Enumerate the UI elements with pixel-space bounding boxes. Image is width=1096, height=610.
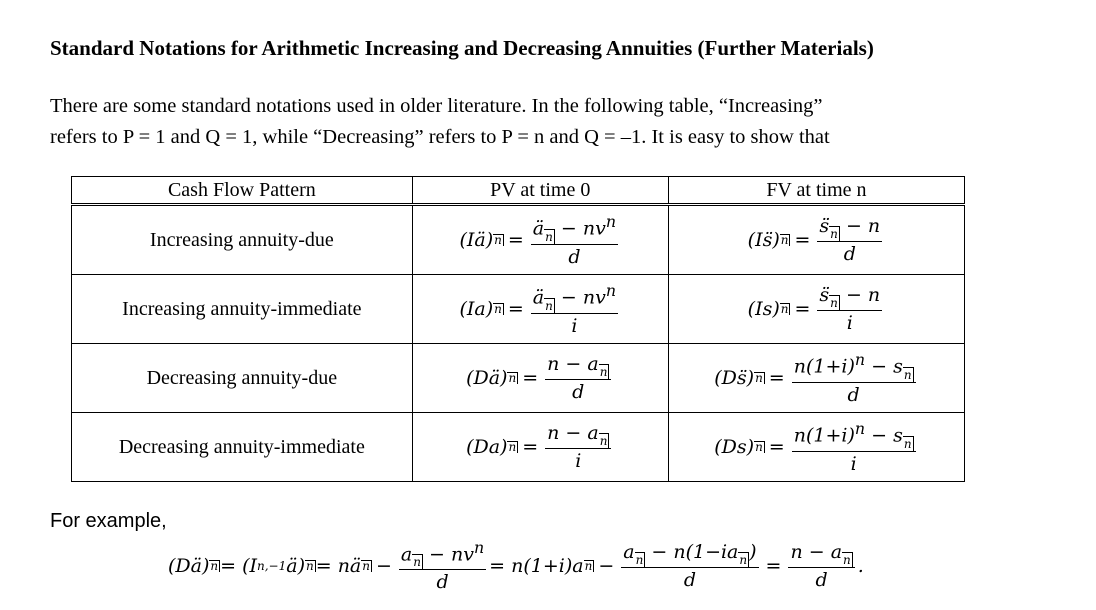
- table-row: [72, 205, 965, 275]
- intro-line-2: refers to P = 1 and Q = 1, while “Decreasing” refers to P = n and Q = –1. It is easy to show that: [50, 126, 830, 148]
- table-row: [72, 413, 965, 482]
- fv-formula: (Is) n = $\frac{s̈_n - n}{i}$: [668, 275, 964, 344]
- fv-formula: (Is̈) n = $\frac{s̈_n - n}{d}$: [668, 205, 964, 275]
- example-label: For example,: [50, 510, 167, 532]
- row-label: Increasing annuity-due: [72, 205, 413, 275]
- example-equation: (Dä) n = (I n,−1 ä) n = nä n − $\frac{a_n - nv^n}{d}$ = n(1+i)a n − $\frac{a_n - n(1-ia_n )}{d}$ = $\frac{n - a_n}{d}$ .: [168, 538, 864, 594]
- header-fv: FV at time n: [668, 177, 964, 205]
- row-label: Increasing annuity-immediate: [72, 275, 413, 344]
- pv-formula: (Dä) n = $\frac{n - a_n}{d}$: [412, 344, 668, 413]
- notation-table: [71, 176, 965, 482]
- table-row: [72, 275, 965, 344]
- page-title: Standard Notations for Arithmetic Increasing and Decreasing Annuities (Further Materials): [50, 36, 874, 60]
- row-label: Decreasing annuity-immediate: [72, 413, 413, 482]
- intro-paragraph: [50, 91, 980, 153]
- table-row: [72, 344, 965, 413]
- row-label: Decreasing annuity-due: [72, 344, 413, 413]
- fv-formula: (Ds) n = $\frac{n(1+i)^n - s_n}{i}$: [668, 413, 964, 482]
- pv-formula: (Iä) n = $\frac{ä_n - nv^n}{d}$: [412, 205, 668, 275]
- intro-line-1: There are some standard notations used in older literature. In the following table, “Increasing”: [50, 95, 823, 117]
- header-pattern: Cash Flow Pattern: [72, 177, 413, 205]
- pv-formula: (Da) n = $\frac{n - a_n}{i}$: [412, 413, 668, 482]
- fv-formula: (Ds̈) n = $\frac{n(1+i)^n - s_n}{d}$: [668, 344, 964, 413]
- table-header-row: [72, 177, 965, 205]
- header-pv: PV at time 0: [412, 177, 668, 205]
- pv-formula: (Ia) n = $\frac{ä_n - nv^n}{i}$: [412, 275, 668, 344]
